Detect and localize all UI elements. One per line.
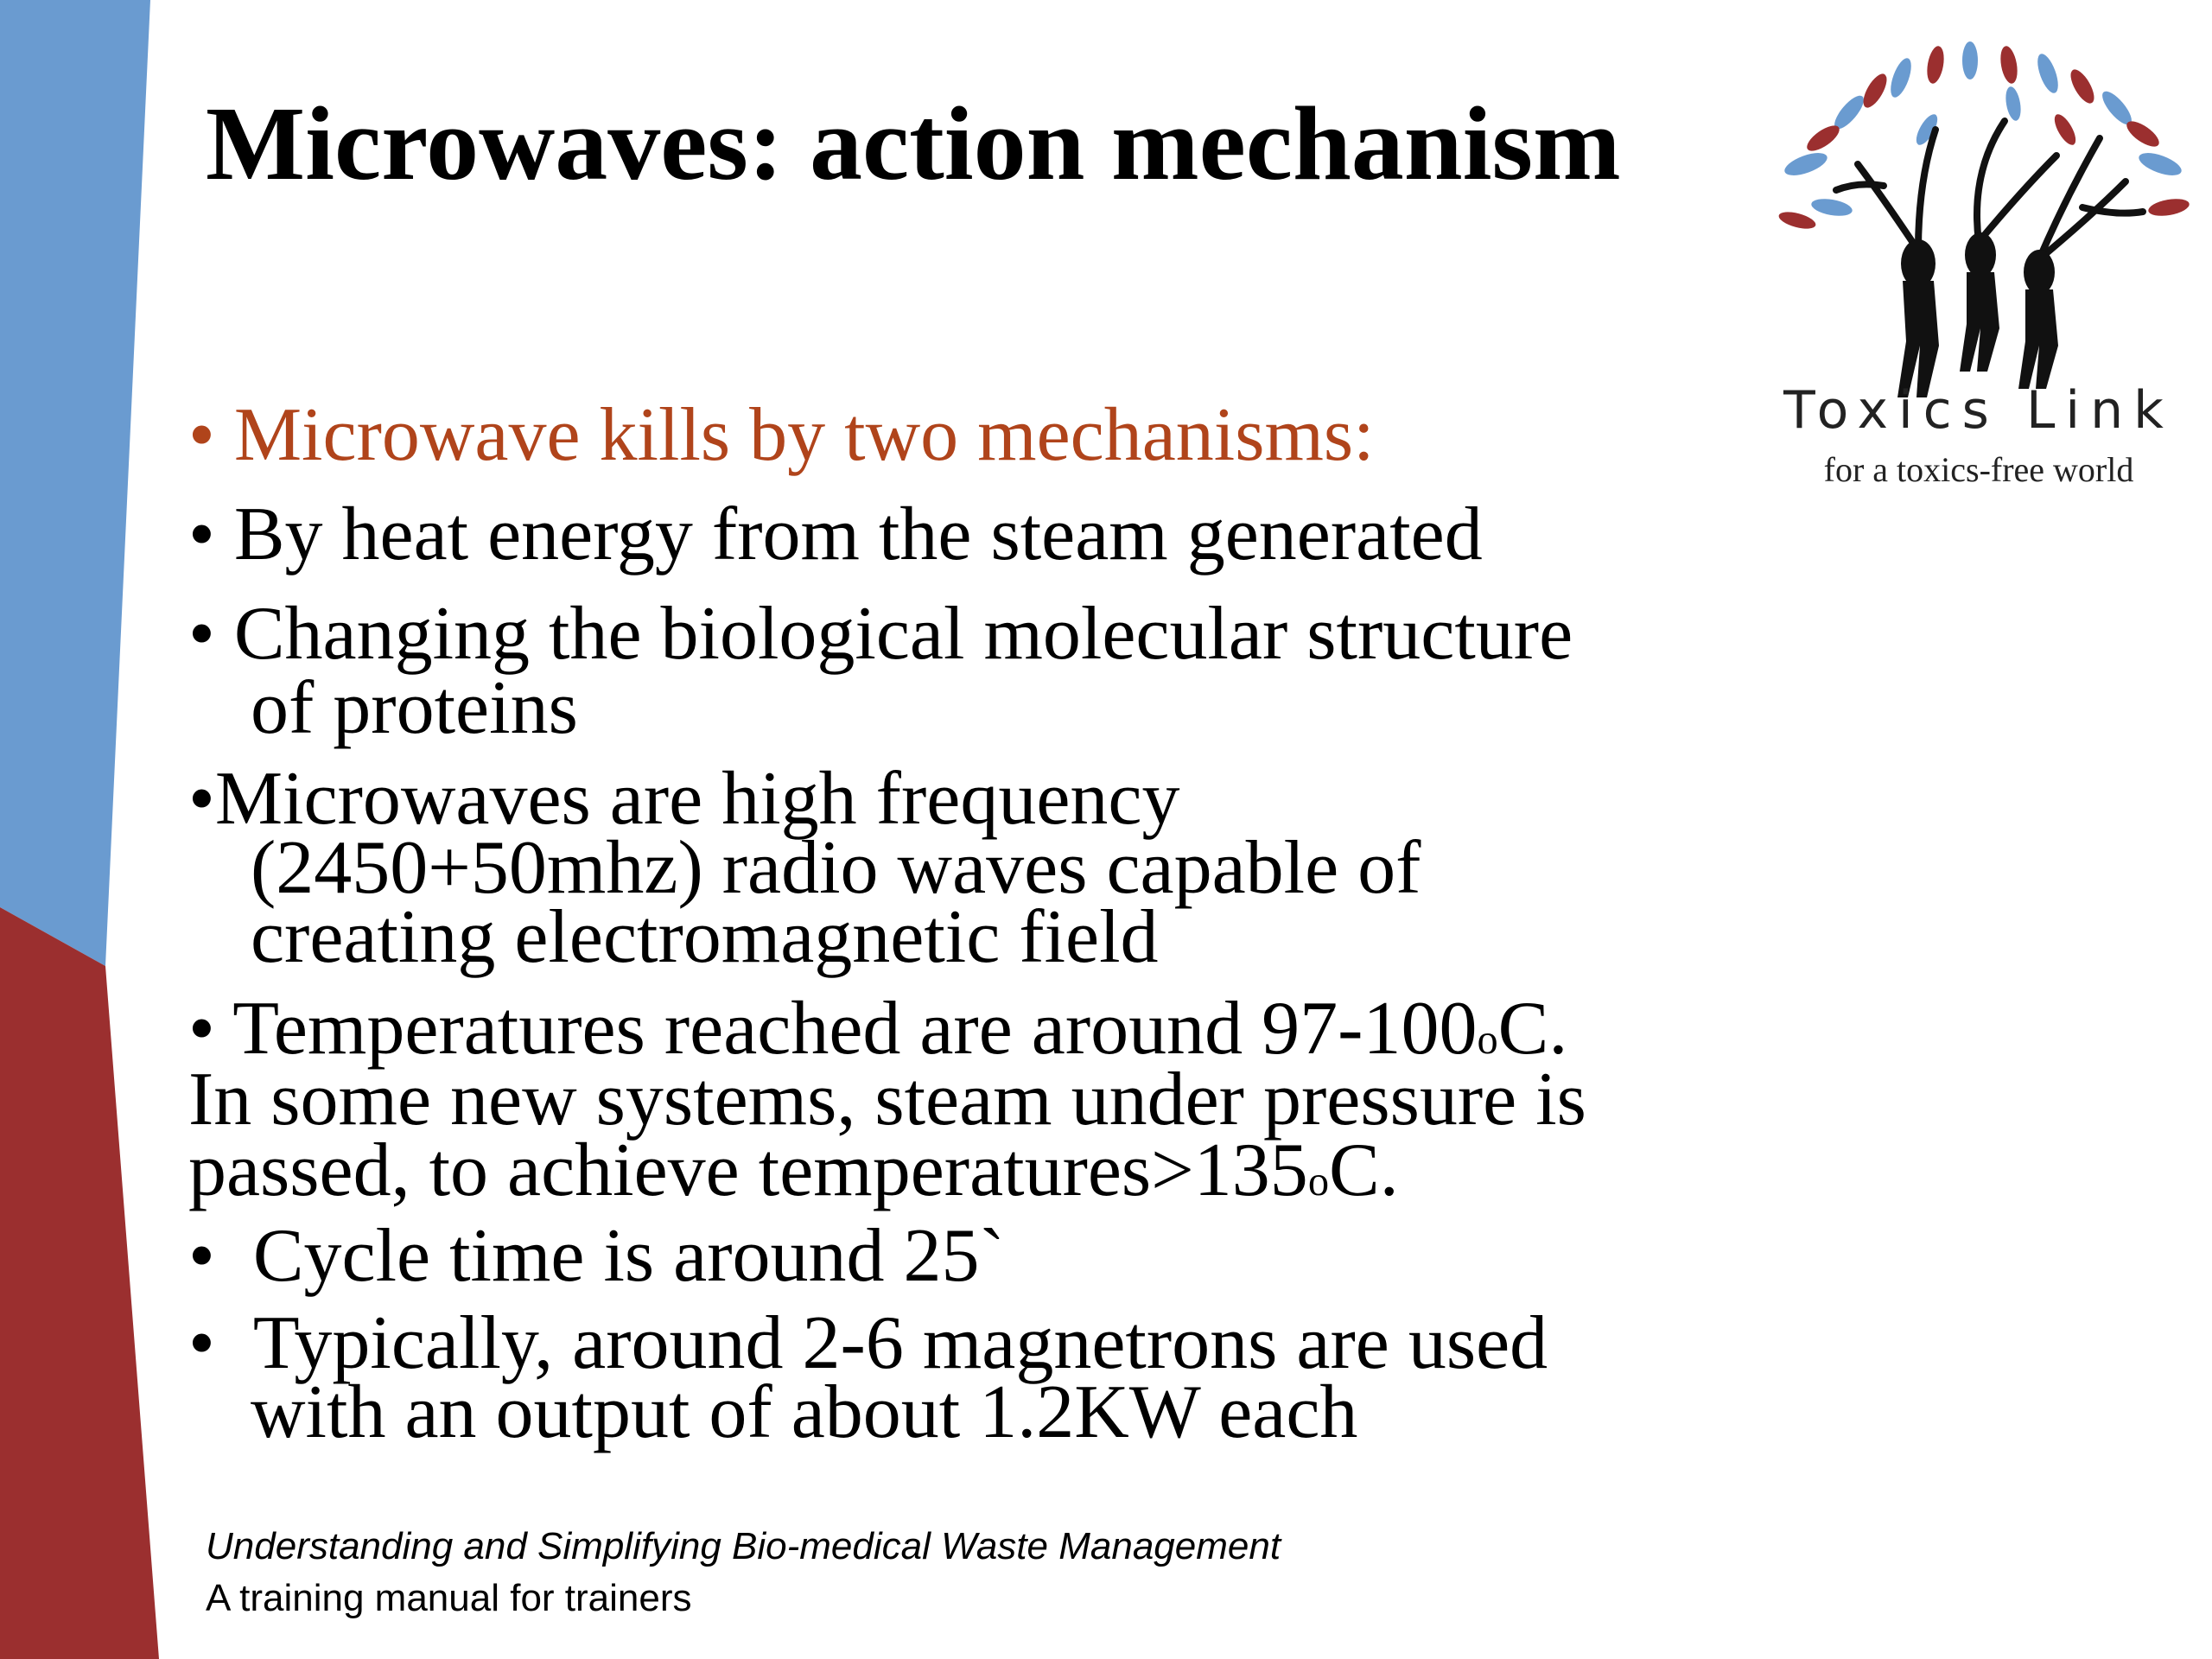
footer-title: Understanding and Simplifying Bio-medical Waste Management bbox=[206, 1525, 1281, 1567]
slide-title: Microwaves: action mechanism bbox=[206, 86, 1621, 202]
blue-band bbox=[0, 0, 150, 966]
red-band bbox=[0, 907, 159, 1659]
footer-subtitle: A training manual for trainers bbox=[206, 1577, 692, 1619]
bullet-item-cycle-time: • Cycle time is around 25` bbox=[188, 1214, 1005, 1298]
logo-name: Toxics Link bbox=[1783, 380, 2174, 441]
bullet-item-heat-energy: • By heat energy from the steam generated bbox=[188, 493, 1483, 576]
footer bbox=[206, 1521, 1281, 1624]
bullet-item-magnetrons: • Typically, around 2-6 magnetrons are used with an output of about 1.2KW each bbox=[188, 1301, 1548, 1454]
bullet-item-frequency: •Microwaves are high frequency (2450+50mhz) radio waves capable of creating electromagnetic field bbox=[188, 757, 1421, 979]
logo-tagline: for a toxics-free world bbox=[1823, 450, 2134, 489]
bullet-item-temperatures: • Temperatures reached are around 97-100$^o$C. In some new systems, steam under pressure is passed, to achieve $temperatures>135^oC$. bbox=[188, 987, 1586, 1212]
bullet-item-molecular-structure: • Changing the biological molecular structure of proteins bbox=[188, 592, 1573, 750]
bullet-item-mechanisms: • Microwave kills by two mechanisms: bbox=[188, 393, 1375, 477]
